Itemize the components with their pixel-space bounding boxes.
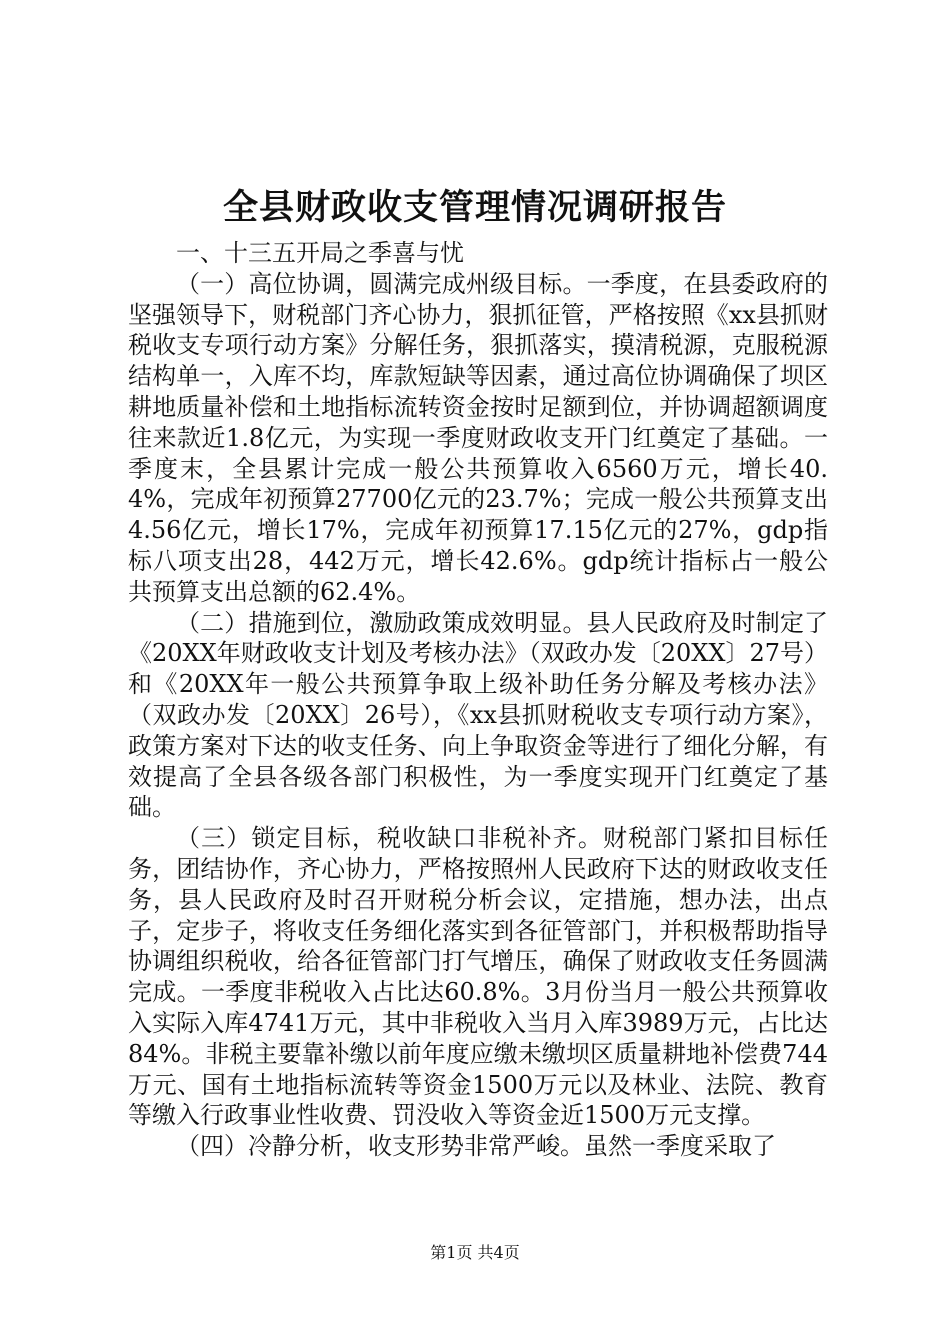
- document-title: 全县财政收支管理情况调研报告: [222, 188, 727, 228]
- document-body: [128, 238, 828, 1162]
- paragraph-3: （三）锁定目标，税收缺口非税补齐。财税部门紧扣目标任务，团结协作，齐心协力，严格按照州人民政府下达的财政收支任务，县人民政府及时召开财税分析会议，定措施，想办法，出点子，定步子，将收支任务细化落实到各征管部门，并积极帮助指导协调组织税收，给各征管部门打气增压，确保了财政收支任务圆满完成。一季度非税收入占比达60.8%。3月份当月一般公共预算收入实际入库4741万元，其中非税收入当月入库3989万元，占比达84%。非税主要靠补缴以前年度应缴未缴坝区质量耕地补偿费744万元、国有土地指标流转等资金1500万元以及林业、法院、教育等缴入行政事业性收费、罚没收入等资金近1500万元支撑。: [128, 824, 828, 1130]
- paragraph-2: （二）措施到位，激励政策成效明显。县人民政府及时制定了《20XX年财政收支计划及考核办法》（双政办发〔20XX〕27号）和《20XX年一般公共预算争取上级补助任务分解及考核办法》（双政办发〔20XX〕26号），《xx县抓财税收支专项行动方案》，政策方案对下达的收支任务、向上争取资金等进行了细化分解，有效提高了全县各级各部门积极性，为一季度实现开门红奠定了基础。: [128, 608, 828, 822]
- section-heading: 一、十三五开局之季喜与忧: [176, 239, 464, 267]
- page-footer: 第1页 共4页: [430, 1243, 520, 1262]
- paragraph-1: （一）高位协调，圆满完成州级目标。一季度，在县委政府的坚强领导下，财税部门齐心协力，狠抓征管，严格按照《xx县抓财税收支专项行动方案》分解任务，狠抓落实，摸清税源，克服税源结构单一，入库不均，库款短缺等因素，通过高位协调确保了坝区耕地质量补偿和土地指标流转资金按时足额到位，并协调超额调度往来款近1.8亿元，为实现一季度财政收支开门红奠定了基础。一季度末，全县累计完成一般公共预算收入6560万元，增长40.4%，完成年初预算27700亿元的23.7%；完成一般公共预算支出4.56亿元，增长17%，完成年初预算17.15亿元的27%，gdp指标八项支出28，442万元，增长42.6%。gdp统计指标占一般公共预算支出总额的62.4%。: [128, 269, 828, 606]
- paragraph-4: （四）冷静分析，收支形势非常严峻。虽然一季度采取了: [176, 1132, 776, 1161]
